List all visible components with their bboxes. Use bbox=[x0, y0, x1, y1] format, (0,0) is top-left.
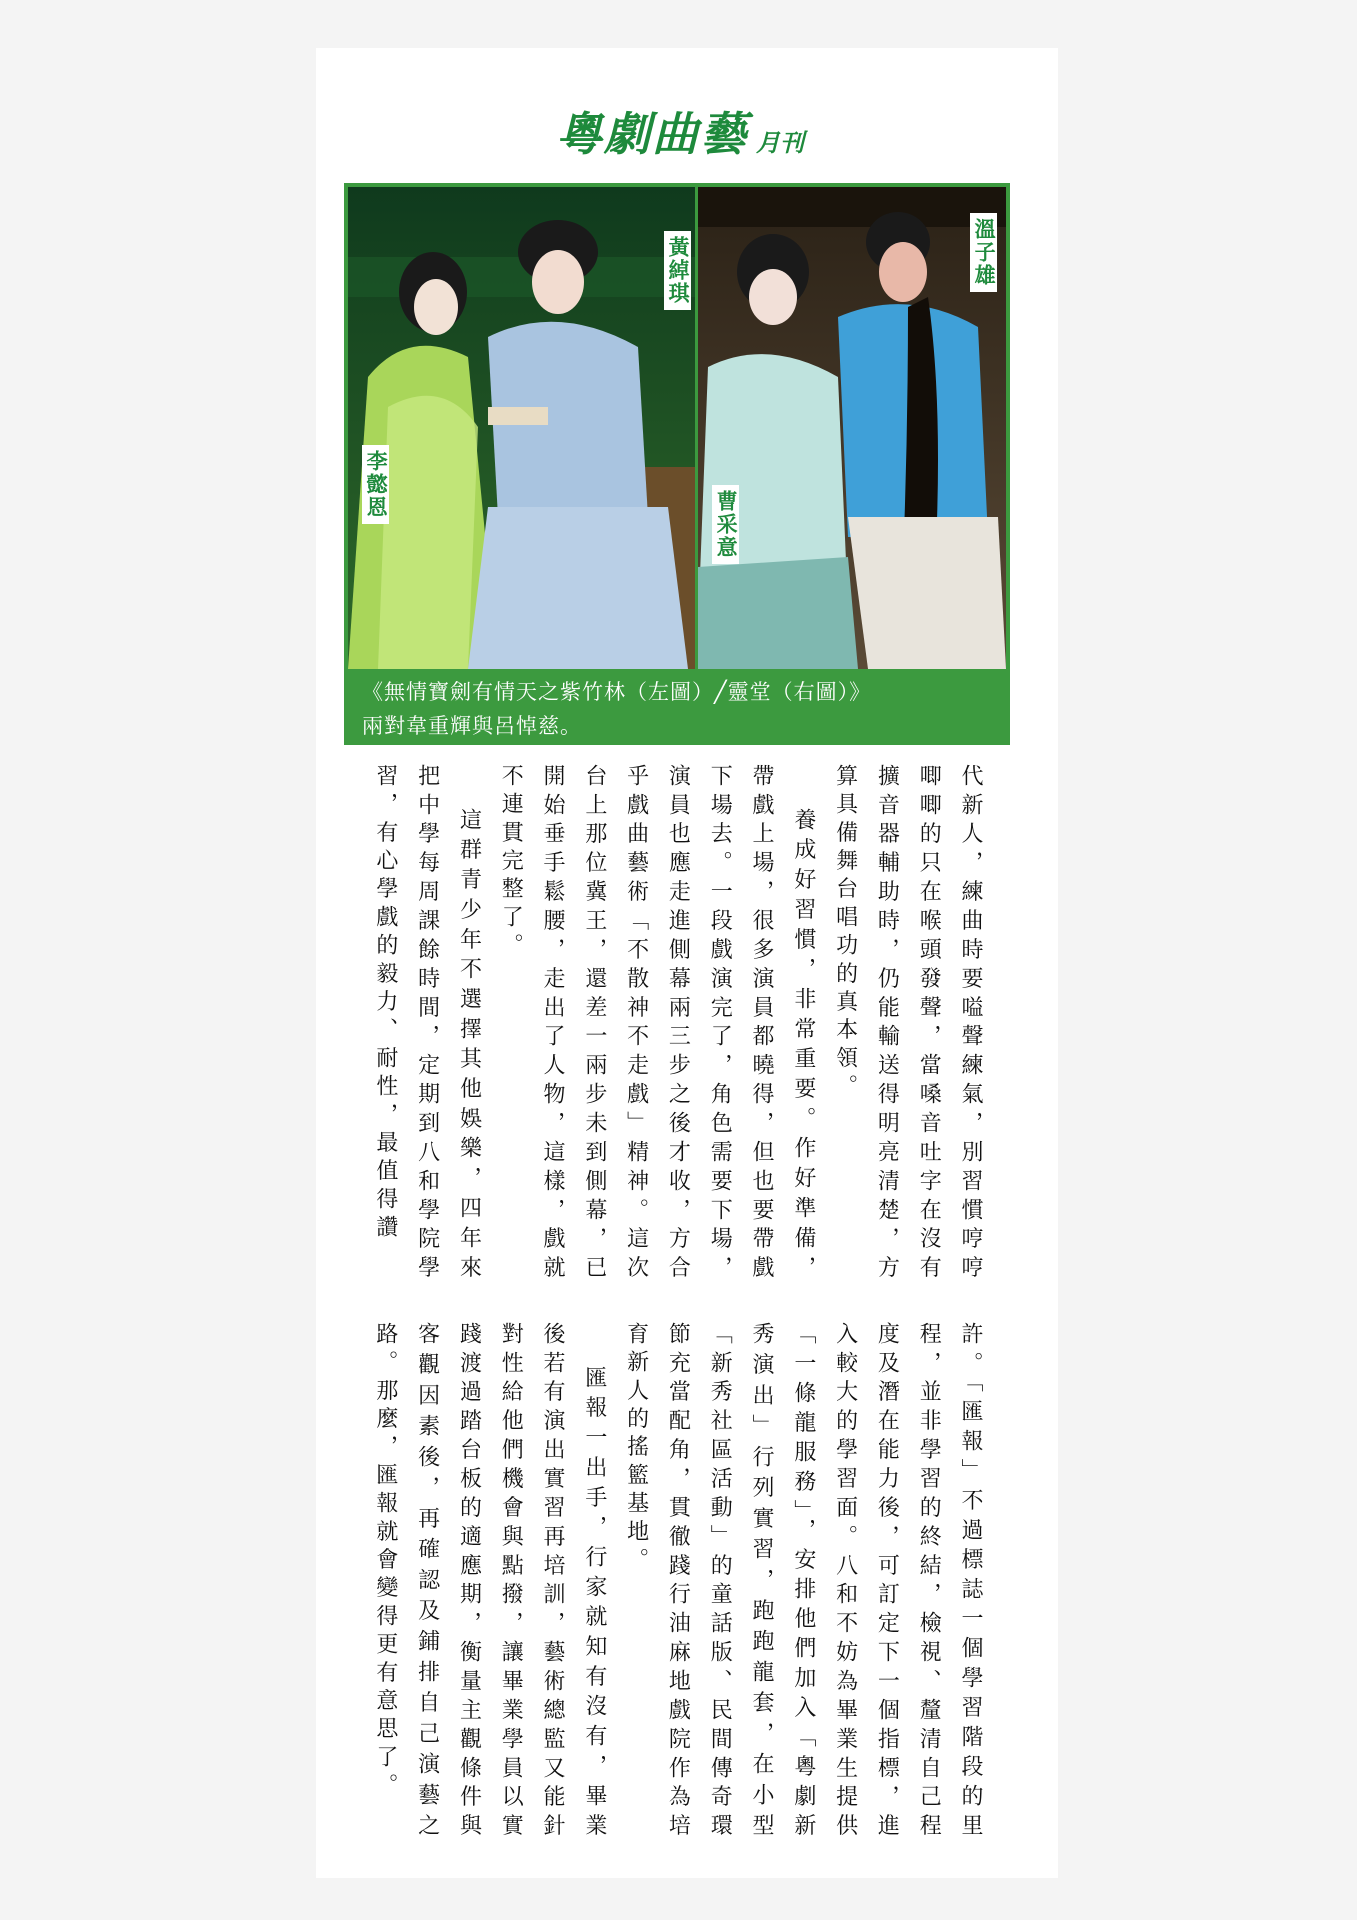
name-tag-li: 李懿恩 bbox=[362, 445, 389, 524]
masthead-subtitle: 月刊 bbox=[756, 128, 804, 157]
article-column-bottom bbox=[373, 1322, 991, 1842]
caption-line-1: 《無情寶劍有情天之紫竹林（左圖）╱靈堂（右圖）》 bbox=[362, 680, 872, 704]
photo-right bbox=[698, 187, 1006, 669]
name-tag-tso: 曹采意 bbox=[712, 485, 739, 564]
name-tag-wan: 溫子雄 bbox=[970, 213, 997, 292]
article-paragraph: 代新人，練曲時要嗌聲練氣，別習慣哼哼唧唧的只在喉頭發聲，當嗓音吐字在沒有擴音器輔助時，仍能輸送得明亮清楚，方算具備舞台唱功的真本領。 bbox=[832, 764, 983, 1284]
photo-caption bbox=[344, 669, 1010, 745]
article-paragraph: 匯報一出手，行家就知有沒有，畢業後若有演出實習再培訓，藝術總監又能針對性給他們機會與點撥，讓畢業學員以實踐渡過踏台板的適應期，衡量主觀條件與客觀因素後，再確認及鋪排自己演藝之路。那麼，匯報就會變得更有意思了。 bbox=[372, 1322, 607, 1842]
article-paragraph: 養成好習慣，非常重要。作好準備，帶戲上場，很多演員都曉得，但也要帶戲下場去。一段戲演完了，角色需要下場，演員也應走進側幕兩三步之後才收，方合乎戲曲藝術「不散神不走戲」精神。這次台上那位冀王，還差一兩步未到側幕，已開始垂手鬆腰，走出了人物，這樣，戲就不連貫完整了。 bbox=[498, 764, 816, 1284]
article-paragraph: 這群青少年不選擇其他娛樂，四年來把中學每周課餘時間，定期到八和學院學習，有心學戲的毅力、耐性，最值得讚 bbox=[372, 764, 482, 1284]
name-tag-huang: 黃綽琪 bbox=[664, 231, 691, 310]
photo-left bbox=[348, 187, 695, 669]
photo-block bbox=[344, 183, 1010, 745]
masthead-title: 粵劇曲藝 bbox=[556, 107, 748, 161]
masthead-logo bbox=[556, 100, 804, 164]
article-column-top bbox=[373, 764, 991, 1284]
stage-photo-left bbox=[348, 187, 695, 669]
caption-line-2: 兩對韋重輝與呂悼慈。 bbox=[362, 714, 582, 738]
stage-photo-right bbox=[698, 187, 1006, 669]
article-paragraph: 許。「匯報」不過標誌一個學習階段的里程，並非學習的終結，檢視、釐清自己程度及潛在能力後，可訂定下一個指標，進入較大的學習面。八和不妨為畢業生提供「一條龍服務」，安排他們加入「粵劇新秀演出」行列實習，跑跑龍套，在小型「新秀社區活動」的童話版、民間傳奇環節充當配角，貫徹踐行油麻地戲院作為培育新人的搖籃基地。 bbox=[623, 1322, 983, 1842]
